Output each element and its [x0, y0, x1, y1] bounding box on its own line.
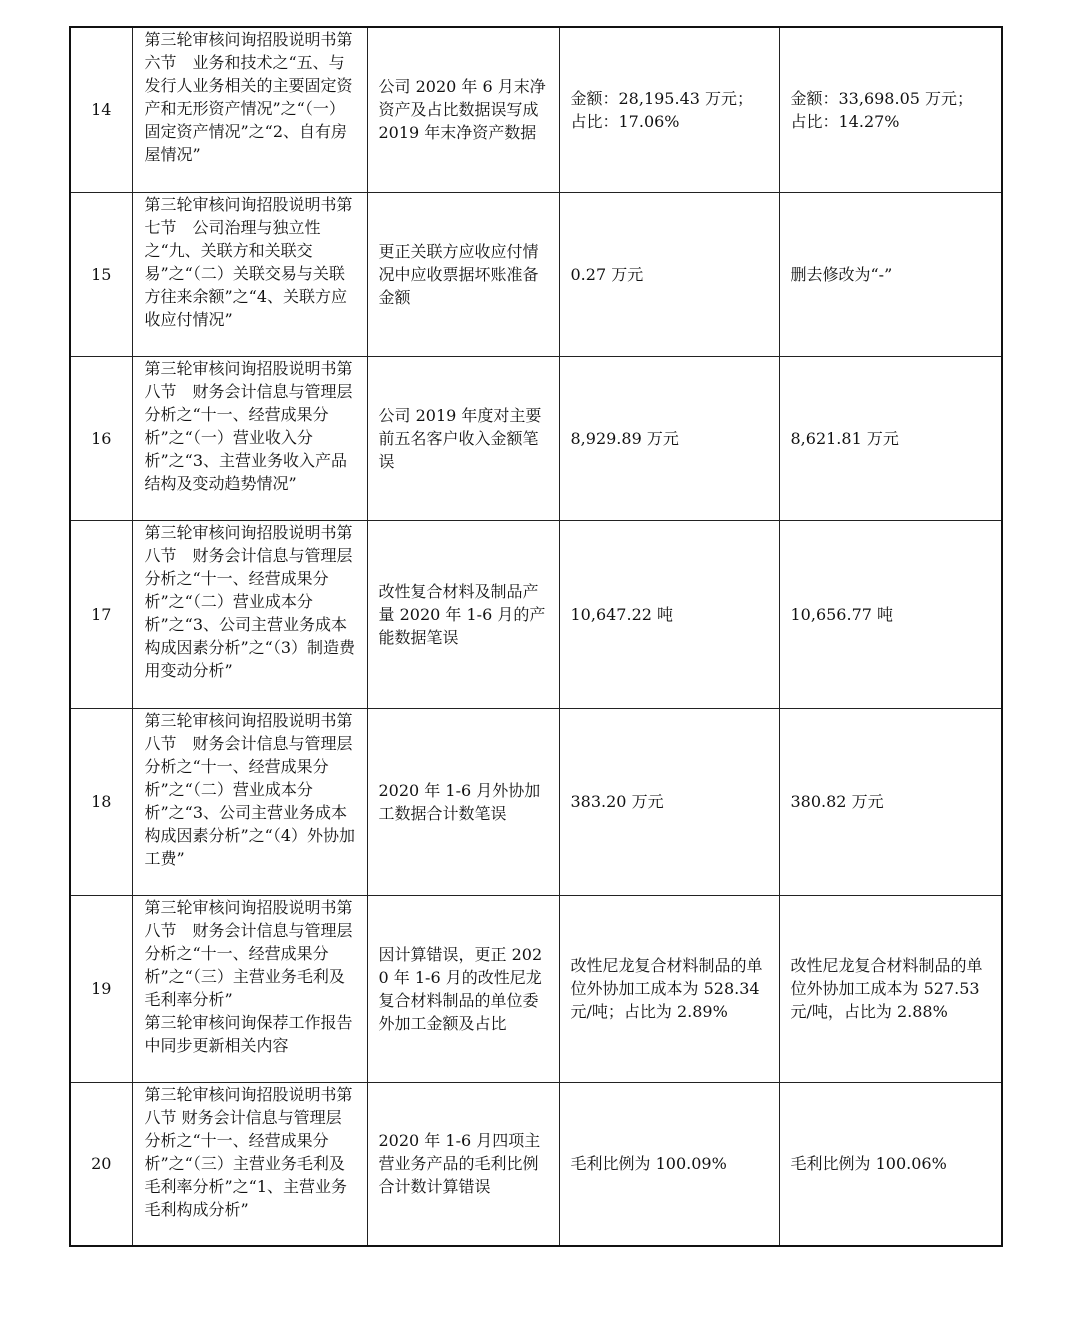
reason-cell: 更正关联方应收应付情况中应收票据坏账准备金额 [367, 192, 559, 356]
location-cell: 第三轮审核问询招股说明书第七节 公司治理与独立性之“九、关联方和关联交易”之“（二）关联交易与关联方往来余额”之“4、关联方应收应付情况” [132, 192, 367, 356]
table-row [70, 192, 1002, 356]
location-cell: 第三轮审核问询招股说明书第八节 财务会计信息与管理层分析之“十一、经营成果分析”之“（二）营业成本分析”之“3、公司主营业务成本构成因素分析”之“（4）外协加工费” [132, 708, 367, 895]
after-cell: 改性尼龙复合材料制品的单位外协加工成本为 527.53 元/吨，占比为 2.88% [779, 895, 1002, 1082]
row-number: 15 [70, 192, 132, 356]
row-number: 19 [70, 895, 132, 1082]
row-number: 18 [70, 708, 132, 895]
before-cell: 改性尼龙复合材料制品的单位外协加工成本为 528.34 元/吨；占比为 2.89% [559, 895, 779, 1082]
reason-cell: 公司 2020 年 6 月末净资产及占比数据误写成 2019 年末净资产数据 [367, 27, 559, 192]
table-row [70, 356, 1002, 520]
after-cell: 删去修改为“-” [779, 192, 1002, 356]
table-row [70, 1082, 1002, 1246]
before-cell: 10,647.22 吨 [559, 520, 779, 708]
reason-cell: 改性复合材料及制品产量 2020 年 1-6 月的产能数据笔误 [367, 520, 559, 708]
reason-cell: 因计算错误，更正 2020 年 1-6 月的改性尼龙复合材料制品的单位委外加工金额及占比 [367, 895, 559, 1082]
row-number: 14 [70, 27, 132, 192]
location-cell: 第三轮审核问询招股说明书第八节 财务会计信息与管理层分析之“十一、经营成果分析”之“（一）营业收入分析”之“3、主营业务收入产品结构及变动趋势情况” [132, 356, 367, 520]
table-row [70, 520, 1002, 708]
reason-cell: 2020 年 1-6 月四项主营业务产品的毛利比例合计数计算错误 [367, 1082, 559, 1246]
row-number: 16 [70, 356, 132, 520]
location-cell: 第三轮审核问询招股说明书第六节 业务和技术之“五、与发行人业务相关的主要固定资产和无形资产情况”之“（一）固定资产情况”之“2、自有房屋情况” [132, 27, 367, 192]
before-cell: 毛利比例为 100.09% [559, 1082, 779, 1246]
before-cell: 金额：28,195.43 万元； 占比：17.06% [559, 27, 779, 192]
before-cell: 8,929.89 万元 [559, 356, 779, 520]
location-cell: 第三轮审核问询招股说明书第八节 财务会计信息与管理层分析之“十一、经营成果分析”之“（三）主营业务毛利及毛利率分析”之“1、主营业务毛利构成分析” [132, 1082, 367, 1246]
after-cell: 8,621.81 万元 [779, 356, 1002, 520]
reason-cell: 2020 年 1-6 月外协加工数据合计数笔误 [367, 708, 559, 895]
after-cell: 10,656.77 吨 [779, 520, 1002, 708]
location-cell: 第三轮审核问询招股说明书第八节 财务会计信息与管理层分析之“十一、经营成果分析”之“（二）营业成本分析”之“3、公司主营业务成本构成因素分析”之“（3）制造费用变动分析” [132, 520, 367, 708]
row-number: 17 [70, 520, 132, 708]
after-cell: 金额：33,698.05 万元； 占比：14.27% [779, 27, 1002, 192]
table-row [70, 895, 1002, 1082]
reason-cell: 公司 2019 年度对主要前五名客户收入金额笔误 [367, 356, 559, 520]
row-number: 20 [70, 1082, 132, 1246]
before-cell: 0.27 万元 [559, 192, 779, 356]
before-cell: 383.20 万元 [559, 708, 779, 895]
table-row [70, 708, 1002, 895]
after-cell: 毛利比例为 100.06% [779, 1082, 1002, 1246]
location-cell: 第三轮审核问询招股说明书第八节 财务会计信息与管理层分析之“十一、经营成果分析”之“（三）主营业务毛利及毛利率分析” 第三轮审核问询保荐工作报告中同步更新相关内容 [132, 895, 367, 1082]
revision-table [69, 26, 1003, 1247]
after-cell: 380.82 万元 [779, 708, 1002, 895]
table-row [70, 27, 1002, 192]
